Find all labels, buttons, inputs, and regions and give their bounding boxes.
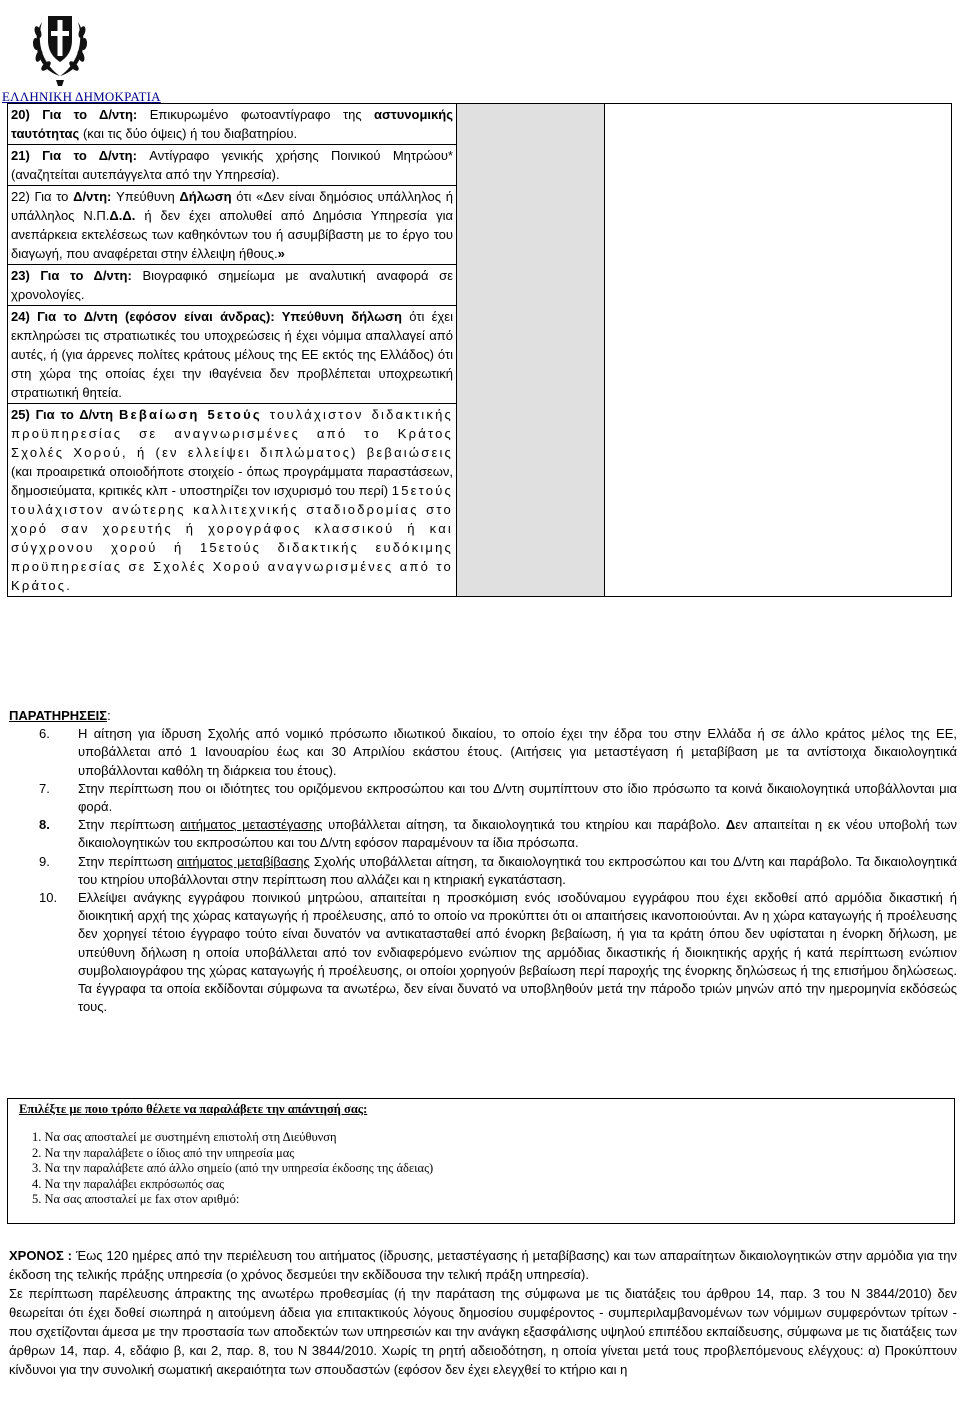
requirements-table (7, 103, 952, 597)
header-label: ΕΛΛΗΝΙΚΗ ΔΗΜΟΚΡΑΤΙΑ (2, 89, 161, 104)
requirement-cell: 21) Για το Δ/ντη: Αντίγραφο γενικής χρήσης Ποινικού Μητρώου* (αναζητείται αυτεπάγγελτα από την Υπηρεσία). (8, 145, 457, 186)
blank-column (605, 104, 952, 597)
delivery-options-list (32, 1130, 433, 1208)
requirement-cell: 20) Για το Δ/ντη: Επικυρωμένο φωτοαντίγραφο της αστυνομικής ταυτότητας (και τις δύο όψεις) ή του διαβατηρίου. (8, 104, 457, 145)
notes-title: ΠΑΡΑΤΗΡΗΣΕΙΣ: (9, 708, 111, 723)
requirement-cell: 24) Για το Δ/ντη (εφόσον είναι άνδρας): Υπεύθυνη δήλωση ότι έχει εκπληρώσει τις στρατιωτικές του υποχρεώσεις ή έχει νόμιμα απαλλαγεί από αυτές, ή (για άρρενες πολίτες κράτους μέλους της ΕΕ εκτός της Ελλάδος) ότι στη χώρα της οποίας έχει την ιθαγένεια δεν προβλέπεται υποχρεωτική στρατιωτική θητεία. (8, 306, 457, 404)
delivery-options-box (7, 1098, 955, 1224)
notes-list (9, 725, 957, 1016)
table-row (8, 104, 952, 145)
requirement-cell: 25) Για το Δ/ντη Βεβαίωση 5ετούς τουλάχιστον διδακτικής προϋπηρεσίας σε αναγνωρισμένες από το Κράτος Σχολές Χορού, ή (εν ελλείψει διπλώματος) βεβαιώσεις (και προαιρετικά οποιοδήποτε στοιχείο - όπως προγράμματα παραστάσεων, δημοσιεύματα, κριτικές κλπ - υποστηρίζει τον ισχυρισμό του περί) 15ετούς τουλάχιστον ανώτερης καλλιτεχνικής σταδιοδρομίας στο χορό σαν χορευτής ή χορογράφος κλασσικού ή και σύγχρονου χορού ή 15ετούς διδακτικής ευδόκιμης προϋπηρεσίας σε Σχολές Χορού αναγνωρισμένες από το Κράτος. (8, 404, 457, 597)
list-item: 9. Στην περίπτωση αιτήματος μεταβίβασης Σχολής υποβάλλεται αίτηση, τα δικαιολογητικά του εκπροσώπου και του Δ/ντη και παράβολο. Τα δικαιολογητικά του κτηρίου υποβάλλονται στην περίπτωση που αλλάζει και η κτηριακή εγκατάσταση. (39, 853, 958, 887)
shaded-column (457, 104, 605, 597)
delivery-option[interactable]: 2. Να την παραλάβετε ο ίδιος από την υπηρεσία μας (32, 1145, 295, 1160)
delivery-option[interactable]: 5. Να σας αποσταλεί με fax στον αριθμό: (32, 1192, 240, 1207)
list-item: 6. Η αίτηση για ίδρυση Σχολής από νομικό πρόσωπο ιδιωτικού δικαίου, το οποίο έχει την έδρα του στην Ελλάδα ή σε άλλο κράτος μέλος της ΕΕ, υποβάλλεται από 1 Ιανουαρίου έως και 30 Απριλίου εκάστου έτους. (Αιτήσεις για μεταστέγαση ή μεταβίβαση με τα αντίστοιχα δικαιολογητικά υποβάλλονται καθόλη τη διάρκεια του έτους). (39, 726, 957, 778)
greek-coat-of-arms-icon (28, 2, 92, 90)
deadline-section (9, 1246, 957, 1379)
delivery-title: Επιλέξτε με ποιο τρόπο θέλετε να παραλάβετε την απάντησή σας: (19, 1102, 368, 1116)
deadline-paragraph: ΧΡΟΝΟΣ : Έως 120 ημέρες από την περιέλευση του αιτήματος (ίδρυσης, μεταστέγασης ή μεταβίβασης) και των απαραίτητων δικαιολογητικών στην αρμόδια για την έκδοση της τελικής πράξης υπηρεσία (ο χρόνος δεσμεύει την εκδίδουσα την τελική πράξη υπηρεσία). (9, 1248, 957, 1282)
delivery-option[interactable]: 1. Να σας αποσταλεί με συστημένη επιστολή στη Διεύθυνση (32, 1130, 337, 1144)
delivery-option[interactable]: 3. Να την παραλάβετε από άλλο σημείο (από την υπηρεσία έκδοσης της άδειας) (32, 1161, 434, 1176)
list-item: 8. Στην περίπτωση αιτήματος μεταστέγασης υποβάλλεται αίτηση, τα δικαιολογητικά του κτηρίου και παράβολο. Δεν απαιτείται η εκ νέου υποβολή των δικαιολογητικών του εκπροσώπου και του Δ/ντη εφόσον παραμένουν τα ίδια πρόσωπα. (39, 817, 958, 851)
list-item: 7. Στην περίπτωση που οι ιδιότητες του οριζόμενου εκπροσώπου και του Δ/ντη συμπίπτουν στο ίδιο πρόσωπο τα κοινά δικαιολογητικά υποβάλλονται μια φορά. (39, 780, 957, 815)
requirement-cell: 23) Για το Δ/ντη: Βιογραφικό σημείωμα με αναλυτική αναφορά σε χρονολογίες. (8, 265, 457, 306)
notes-section (9, 707, 957, 1016)
list-item: 10. Ελλείψει ανάγκης εγγράφου ποινικού μητρώου, απαιτείται η προσκόμιση ενός ισοδύναμου εγγράφου που έχει εκδοθεί από αρμόδια δικαστική ή διοικητική αρχή της χώρας καταγωγής ή προέλευσης, από το οποίο να προκύπτει ότι οι απαιτήσεις ικανοποιούνται. Αν η χώρα καταγωγής ή προέλευσης δεν χορηγεί τέτοιο έγγραφο τούτο είναι δυνατόν να αντικατασταθεί από ένορκη βεβαίωση, ή για τα κράτη όπου δεν υφίσταται η ένορκη δήλωση, με υπεύθυνη δήλωση η οποία υποβάλλεται από τον ενδιαφερόμενο ενώπιον της αρμόδιας δικαστικής ή διοικητικής αρχής ή κατά περίπτωση ενώπιον συμβολαιογράφου της χώρας καταγωγής ή προέλευσης, οι οποίοι χορηγούν βεβαίωση περί παροχής της ένορκης δηλώσεως ή της επισήμου δηλώσεως. Τα έγγραφα τα οποία εκδίδονται σύμφωνα τα ανωτέρω, δεν είναι δυνατό να υποβληθούν μετά την πάροδο τριών μηνών από την ημερομηνία εκδόσεώς τους. (39, 890, 957, 1015)
delivery-option[interactable]: 4. Να την παραλάβει εκπρόσωπός σας (32, 1176, 225, 1191)
requirement-cell: 22) Για το Δ/ντη: Υπεύθυνη Δήλωση ότι «Δεν είναι δημόσιος υπάλληλος ή υπάλληλος Ν.Π.Δ.Δ. ή δεν έχει απολυθεί από Δημόσια Υπηρεσία για ανεπάρκεια εκτελέσεως των καθηκόντων του ή ασυμβίβαστη με το έργο του διαγωγή, που αναφέρεται στην έλλειψη ήθους.» (8, 186, 457, 265)
deadline-paragraph-2: Σε περίπτωση παρέλευσης άπρακτης της ανωτέρω προθεσμίας (ή την παράταση της σύμφωνα με τις διατάξεις του άρθρου 14, παρ. 3 του Ν 3844/2010) δεν θεωρείται ότι έχει δοθεί σιωπηρά η αιτούμενη άδεια για επιτακτικούς λόγους δημοσίου συμφέροντος - συμπεριλαμβανομένων των νόμιμων συμφερόντων τρίτων - που σχετίζονται άμεσα με την προστασία των αποδεκτών των υπηρεσιών και την ανάγκη εξασφάλισης υψηλού επιπέδου εκπαίδευσης, σύμφωνα με τις διατάξεις των άρθρων 14, παρ. 4, εδάφιο β, και 2, παρ. 8, του Ν 3844/2010. Χωρίς τη ρητή αδειοδότηση, η οποία γίνεται μετά τους προβλεπόμενους ελέγχους: α) Προκύπτουν κίνδυνοι για την συνολική σωματική ακεραιότητα των σπουδαστών (εφόσον δεν έχει ελεγχθεί το κτήριο και η (9, 1286, 957, 1377)
